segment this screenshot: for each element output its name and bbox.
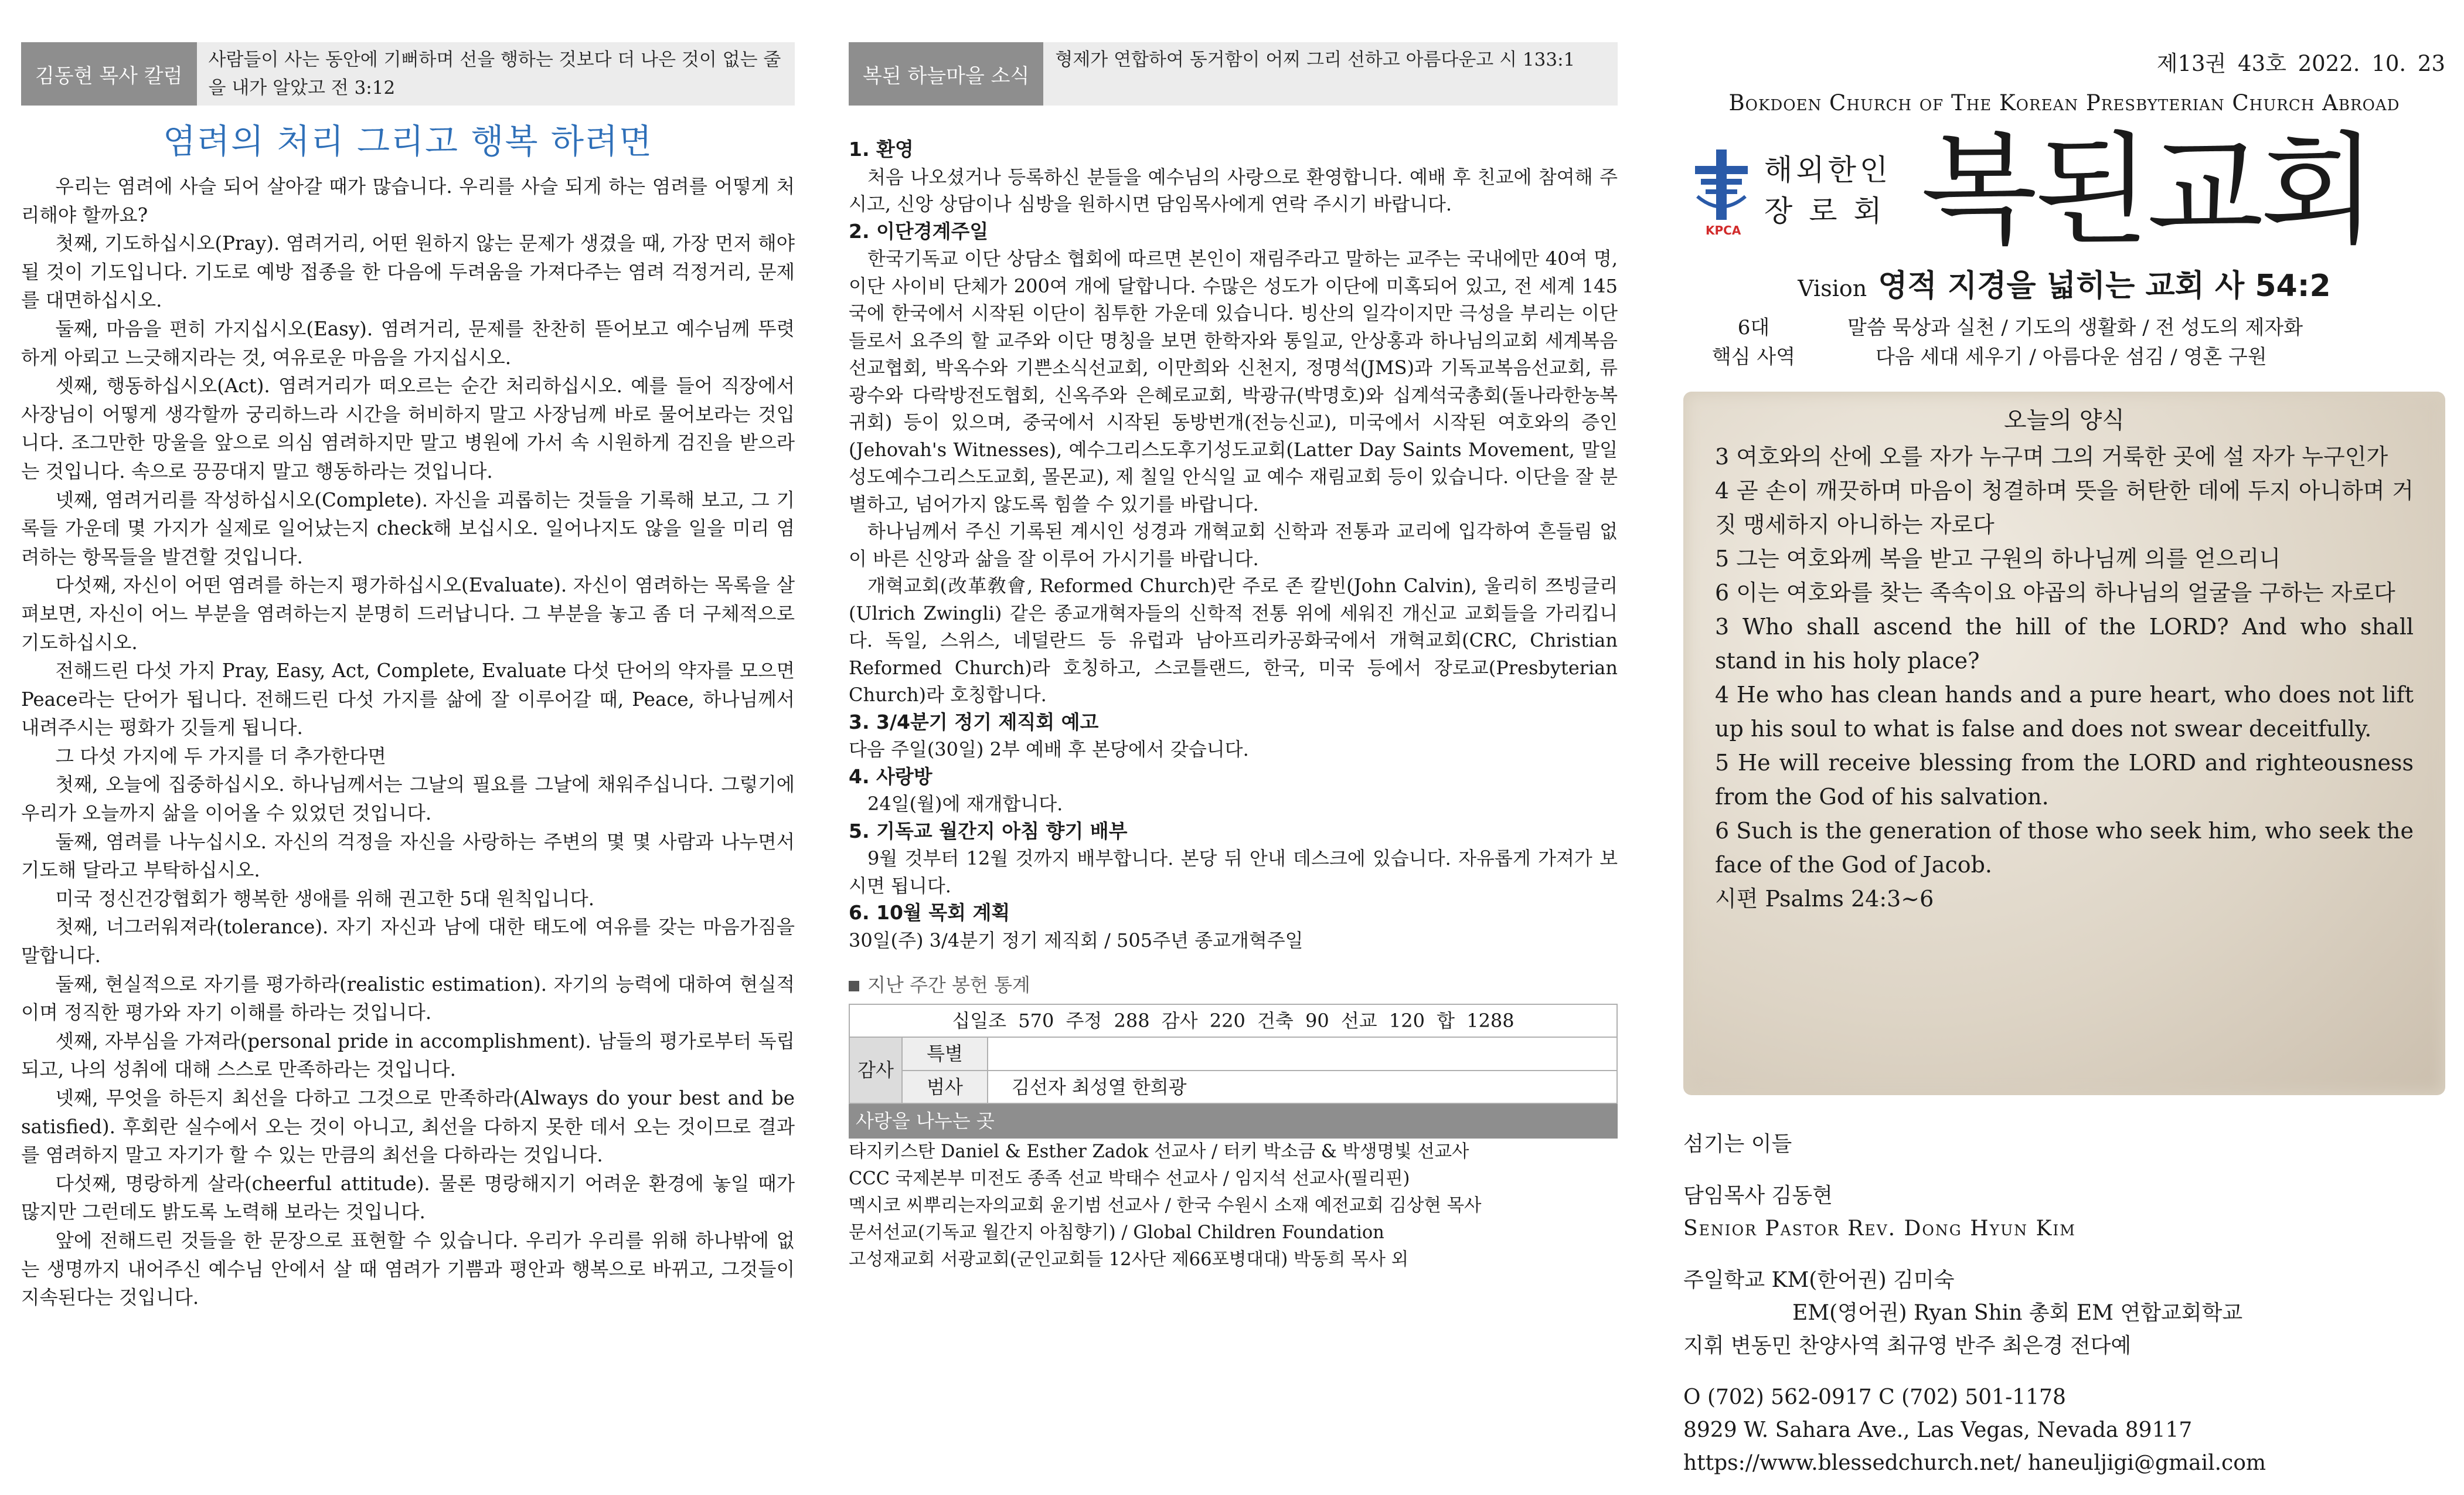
paragraph: 첫째, 오늘에 집중하십시오. 하나님께서는 그날의 필요를 그날에 채워주십니다. 그렇기에 우리가 오늘까지 삶을 이어올 수 있었던 것입니다.: [21, 773, 795, 825]
offering-stats-label: [849, 971, 1618, 999]
paragraph: 셋째, 자부심을 가져라(personal pride in accomplishment). 남들의 평가로부터 독립되고, 나의 성취에 대해 스스로 만족하라는 것입니다.: [21, 1029, 795, 1081]
sunday-school-km: 주일학교 KM(한어권) 김미숙: [1683, 1268, 1955, 1292]
paragraph: 첫째, 기도하십시오(Pray). 염려거리, 어떤 원하지 않는 문제가 생겼을 때, 가장 먼저 해야 될 것이 기도입니다. 기도로 예방 접종을 한 다음에 두려움을 가져다주는 염려 걱정거리, 문제를 대면하십시오.: [21, 232, 795, 312]
paragraph: 셋째, 행동하십시오(Act). 염려거리가 떠오르는 순간 처리하십시오. 예를 들어 직장에서 사장님이 어떻게 생각할까 궁리하느라 시간을 허비하지 말고 사장님께 바로 물어보라는 것입니다. 조그만한 망울을 앞으로 의심 염려하지만 말고 병원에 가서 속 시원하게 검진을 받으라는 것입니다. 속으로 끙끙대지 말고 행동하라는 것입니다.: [21, 375, 795, 483]
paragraph: 그 다섯 가지에 두 가지를 더 추가한다면: [55, 745, 386, 767]
column-verse: 사람들이 사는 동안에 기뻐하며 선을 행하는 것보다 더 나은 것이 없는 줄을 내가 알았고 전 3:12: [197, 42, 795, 106]
news-section-heading: 2. 이단경계주일: [849, 219, 989, 243]
mission-line: CCC 국제본부 미전도 종족 선교 박태수 선교사 / 임지석 선교사(필리핀): [849, 1168, 1410, 1189]
worship-leaders: 지휘 변동민 찬양사역 최규영 반주 최은경 전다예: [1683, 1334, 2132, 1358]
offering-totals: 십일조 570 주정 288 감사 220 건축 90 선교 120 합 1288: [849, 1004, 1617, 1038]
offering-special-value: [988, 1037, 1617, 1071]
reading-line: 3 여호와의 산에 오를 자가 누구며 그의 거룩한 곳에 설 자가 누구인가: [1715, 444, 2388, 470]
reading-line: 5 He will receive blessing from the LORD and righteousness from the God of his salvation.: [1715, 750, 2414, 810]
daily-reading-title: 오늘의 양식: [2004, 407, 2125, 434]
vision-label: Vision: [1798, 276, 1867, 301]
offering-stats-table: [849, 1004, 1618, 1105]
news-section-heading: 5. 기독교 월간지 아침 향기 배부: [849, 819, 1128, 842]
core-ministry-line: 다음 세대 세우기 / 아름다운 섬김 / 영혼 구원: [1876, 345, 2267, 369]
reading-line: 6 Such is the generation of those who seek him, who seek the face of the God of Jacob.: [1715, 818, 2414, 878]
servers-title: 섬기는 이들: [1683, 1132, 1792, 1156]
news-tag: 복된 하늘마을 소식: [849, 42, 1043, 106]
column-tag: 김동현 목사 칼럼: [21, 42, 197, 106]
news-section-heading: 3. 3/4분기 정기 제직회 예고: [849, 710, 1099, 733]
paragraph: 앞에 전해드린 것들을 한 문장으로 표현할 수 있습니다. 우리가 우리를 위해 하나밖에 없는 생명까지 내어주신 예수님 안에서 살 때 염려가 기쁨과 평안과 행복으로 바뀌고, 그것들이 지속된다는 것입니다.: [21, 1229, 795, 1309]
reading-reference: 시편 Psalms 24:3~6: [1715, 886, 1934, 912]
paragraph: 둘째, 현실적으로 자기를 평가하라(realistic estimation). 자기의 능력에 대하여 현실적이며 정직한 평가와 자기 이해를 하라는 것입니다.: [21, 973, 795, 1024]
church-name: 복된교회: [1921, 120, 2374, 261]
senior-pastor-en: Senior Pastor Rev. Dong Hyun Kim: [1683, 1217, 2076, 1241]
core-ministries-label: [1683, 313, 1824, 372]
news-section-heading: 1. 환영: [849, 138, 914, 161]
news-paragraph: 처음 나오셨거나 등록하신 분들을 예수님의 사랑으로 환영합니다. 예배 후 친교에 참여해 주시고, 신앙 상담이나 심방을 원하시면 담임목사에게 연락 주시기 바랍니다.: [849, 165, 1618, 215]
missions-label: 사랑을 나누는 곳: [849, 1104, 1618, 1139]
news-paragraph: 다음 주일(30일) 2부 예배 후 본당에서 갖습니다.: [849, 738, 1249, 760]
paragraph: 둘째, 염려를 나누십시오. 자신의 걱정을 자신을 사랑하는 주변의 몇 몇 사람과 나누면서 기도해 달라고 부탁하십시오.: [21, 830, 795, 882]
offering-other-label: 범사: [902, 1071, 988, 1104]
reading-line: 4 He who has clean hands and a pure heart, who does not lift up his soul to what is false and does not swear deceitfully.: [1715, 682, 2414, 742]
church-address: 8929 W. Sahara Ave., Las Vegas, Nevada 89117: [1683, 1418, 2193, 1442]
paragraph: 둘째, 마음을 편히 가지십시오(Easy). 염려거리, 문제를 찬찬히 뜯어보고 예수님께 뚜렷하게 아뢰고 느긋해지라는 것, 여유로운 마음을 가지십시오.: [21, 317, 795, 369]
paragraph: 넷째, 염려거리를 작성하십시오(Complete). 자신을 괴롭히는 것들을 기록해 보고, 그 기록들 가운데 몇 가지가 실제로 일어났는지 check해 보십시오. 일어나지도 않을 일을 미리 염려하는 항목들을 발견할 것입니다.: [21, 488, 795, 568]
column-pastor-column: [21, 0, 795, 1495]
missions-list: [849, 1139, 1618, 1273]
offering-special-label: 특별: [902, 1037, 988, 1071]
paragraph: 첫째, 너그러워져라(tolerance). 자기 자신과 남에 대한 태도에 여유를 갖는 마음가짐을 말합니다.: [21, 916, 795, 967]
phone-numbers: O (702) 562-0917 C (702) 501-1178: [1683, 1385, 2066, 1409]
column-body: [21, 172, 795, 1312]
core-label-line: 핵심 사역: [1711, 345, 1796, 369]
column-header: [21, 42, 795, 106]
news-verse: 형제가 연합하여 동거함이 어찌 그리 선하고 아름다운고 시 133:1: [1043, 42, 1618, 106]
paragraph: 다섯째, 자신이 어떤 염려를 하는지 평가하십시오(Evaluate). 자신이 염려하는 목록을 살펴보면, 자신이 어느 부분을 염려하는지 분명히 드러납니다. 그 부분을 놓고 좀 더 구체적으로 기도하십시오.: [21, 574, 795, 654]
reading-line: 6 이는 여호와를 찾는 족속이요 야곱의 하나님의 얼굴을 구하는 자로다: [1715, 580, 2395, 606]
offering-stats-title: 지난 주간 봉헌 통계: [867, 974, 1030, 996]
masthead: [1683, 120, 2445, 261]
reading-line: 3 Who shall ascend the hill of the LORD? And who shall stand in his holy place?: [1715, 614, 2414, 674]
reading-line: 5 그는 여호와께 복을 받고 구원의 하나님께 의를 얻으리니: [1715, 546, 2281, 572]
kpca-logo: [1689, 138, 1754, 243]
core-ministries-lines: [1824, 313, 2445, 372]
news-paragraph: 30일(주) 3/4분기 정기 제직회 / 505주년 종교개혁주일: [849, 929, 1304, 952]
denomination-line: 장 로 회: [1764, 194, 1886, 228]
news-section-heading: 6. 10월 목회 계획: [849, 901, 1010, 924]
mission-line: 문서선교(기독교 월간지 아침향기) / Global Children Foundation: [849, 1222, 1384, 1243]
column-church-news: [849, 0, 1618, 1495]
logo-text: KPCA: [1706, 223, 1741, 237]
mission-line: 타지키스탄 Daniel & Esther Zadok 선교사 / 터키 박소금 & 박생명빛 선교사: [849, 1141, 1469, 1162]
news-paragraph: 한국기독교 이단 상담소 협회에 따르면 본인이 재림주라고 말하는 교주는 국내에만 40여 명, 이단 사이비 단체가 200여 개에 달합니다. 수많은 성도가 이단에 미혹되어 있고, 전 세계 145국에 한국에서 시작된 이단이 침투한 가운데 있습니다. 빙산의 일각이지만 극성을 부리는 이단들로서 요주의 할 교주와 이단 명칭을 보면 한학자와 통일교, 안상홍과 하나님의교회 세계복음선교협회, 박옥수와 기쁜소식선교회, 이만희와 신천지, 정명석(JMS)과 기독교복음선교회, 류광수와 다락방전도협회, 신옥주와 은혜로교회, 박광규(박명호)와 십계석국총회(돌나라한농복귀회) 등이 있으며, 중국에서 시작된 동방번개(전능신교), 미국에서 시작된 여호와의 증인(Jehovah's Witnesses), 예수그리스도후기성도교회(Latter Day Saints Movement, 말일성도예수그리스도교회, 몰몬교), 제 칠일 안식일 교 예수 재림교회 등이 있습니다. 이단을 잘 분별하고, 넘어가지 않도록 힘쓸 수 있기를 바랍니다.: [849, 247, 1618, 515]
reading-line: 4 곧 손이 깨끗하며 마음이 청결하며 뜻을 허탄한 데에 두지 아니하며 거짓 맹세하지 아니하는 자로다: [1715, 478, 2414, 538]
denomination-line: 해외한인: [1764, 153, 1892, 187]
news-paragraph: 24일(월)에 재개합니다.: [867, 793, 1063, 815]
paragraph: 전해드린 다섯 가지 Pray, Easy, Act, Complete, Evaluate 다섯 단어의 약자를 모으면 Peace라는 단어가 됩니다. 전해드린 다섯 가지를 삶에 잘 이루어갈 때, Peace, 하나님께서 내려주시는 평화가 깃들게 됩니다.: [21, 660, 795, 739]
news-paragraph: 9월 것부터 12월 것까지 배부합니다. 본당 뒤 안내 데스크에 있습니다. 자유롭게 가져가 보시면 됩니다.: [849, 847, 1618, 897]
core-label-line: 6대: [1737, 316, 1770, 339]
column-masthead: [1683, 0, 2445, 1495]
website-email[interactable]: https://www.blessedchurch.net/ haneuljigi@gmail.com: [1683, 1451, 2266, 1475]
offering-other-value: 김선자 최성열 한희광: [988, 1071, 1617, 1104]
daily-reading-box: [1683, 392, 2445, 1095]
sunday-school-em: EM(영어권) Ryan Shin 총회 EM 연합교회학교: [1792, 1301, 2243, 1325]
square-bullet-icon: [849, 981, 859, 991]
church-english-name: Bokdoen Church of The Korean Presbyterian Church Abroad: [1728, 90, 2400, 115]
senior-pastor-ko: 담임목사 김동현: [1683, 1184, 1833, 1208]
news-paragraph: 하나님께서 주신 기록된 계시인 성경과 개혁교회 신학과 전통과 교리에 입각하여 흔들림 없이 바른 신앙과 삶을 잘 이루어 가시기를 바랍니다.: [849, 520, 1618, 570]
issue-info: 제13권 43호 2022. 10. 23: [2156, 51, 2445, 76]
servers-section: [1683, 1128, 2445, 1480]
core-ministry-line: 말씀 묵상과 실천 / 기도의 생활화 / 전 성도의 제자화: [1847, 316, 2303, 339]
news-body: [849, 73, 1618, 1273]
masthead-denomination: [1764, 150, 1891, 232]
news-section-heading: 4. 사랑방: [849, 765, 932, 788]
vision-text: 영적 지경을 넓히는 교회 사 54:2: [1878, 269, 2331, 304]
paragraph: 다섯째, 명랑하게 살라(cheerful attitude). 물론 명랑해지기 어려운 환경에 놓일 때가 많지만 그런데도 밝도록 노력해 보라는 것입니다.: [21, 1172, 795, 1224]
paragraph: 넷째, 무엇을 하든지 최선을 다하고 그것으로 만족하라(Always do your best and be satisfied). 후회란 실수에서 오는 것이 아니고, 최선을 다하지 못한 데서 오는 것이므로 결과를 염려하지 말고 자기가 할 수 있는 만큼의 최선을 다하라는 것입니다.: [21, 1087, 795, 1167]
core-ministries: [1683, 313, 2445, 372]
column-title: 염려의 처리 그리고 행복 하려면: [162, 121, 654, 161]
paragraph: 미국 정신건강협회가 행복한 생애를 위해 권고한 5대 원칙입니다.: [55, 887, 595, 910]
paragraph: 우리는 염려에 사슬 되어 살아갈 때가 많습니다. 우리를 사슬 되게 하는 염려를 어떻게 처리해야 할까요?: [21, 175, 795, 226]
mission-line: 고성재교회 서광교회(군인교회들 12사단 제66포병대대) 박동희 목사 외: [849, 1249, 1409, 1270]
news-paragraph: 개혁교회(改革敎會, Reformed Church)란 주로 존 칼빈(John Calvin), 울리히 쯔빙글리(Ulrich Zwingli) 같은 종교개혁자들의 신학적 전통 위에 세워진 개신교 교회들을 가리킵니다. 독일, 스위스, 네덜란드 등 유럽과 남아프리카공화국에서 개혁교회(CRC, Christian Reformed Church)라 호칭하고, 스코틀랜드, 한국, 미국 등에서 장로교(Presbyterian Church)라 호칭합니다.: [849, 575, 1618, 706]
offering-row-head: 감사: [849, 1037, 902, 1103]
vision: [1683, 261, 2445, 305]
news-header: [849, 42, 1618, 106]
mission-line: 멕시코 씨뿌리는자의교회 윤기범 선교사 / 한국 수원시 소재 예전교회 김상현 목사: [849, 1195, 1482, 1216]
